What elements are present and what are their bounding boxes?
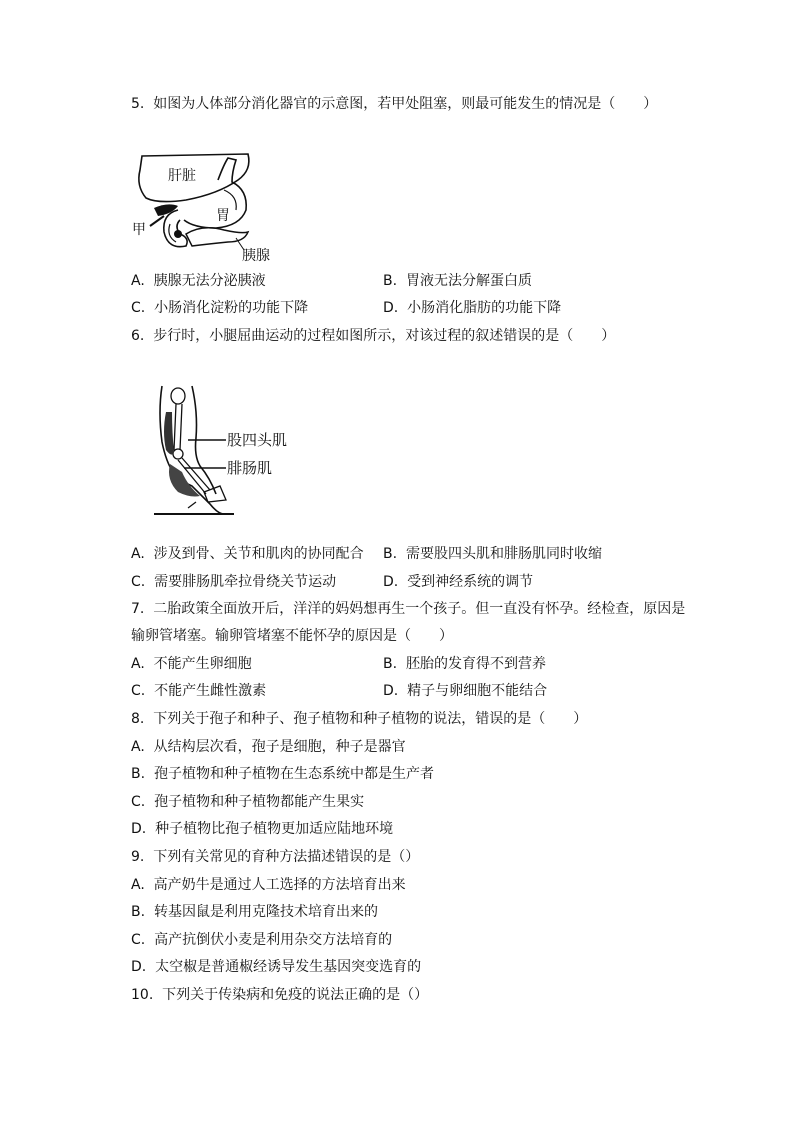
q8-option-b: B. 孢子植物和种子植物在生态系统中都是生产者: [131, 766, 434, 782]
q9-option-c: C. 高产抗倒伏小麦是利用杂交方法培育的: [131, 932, 393, 948]
q8-option-c: C. 孢子植物和种子植物都能产生果实: [131, 794, 365, 810]
digestive-organs-figure: [128, 150, 288, 266]
liver-label: 肝脏: [168, 168, 196, 184]
q8-option-d: D. 种子植物比孢子植物更加适应陆地环境: [131, 821, 394, 837]
q5-option-d: D. 小肠消化脂肪的功能下降: [383, 300, 562, 316]
q7-option-d: D. 精子与卵细胞不能结合: [383, 683, 548, 699]
gastrocnemius-label: 腓肠肌: [227, 459, 273, 477]
q7-stem-line2: 输卵管堵塞。输卵管堵塞不能怀孕的原因是（ ）: [131, 628, 453, 644]
q9-stem: 9. 下列有关常见的育种方法描述错误的是（）: [131, 849, 420, 865]
pancreas-label: 胰腺: [242, 248, 270, 264]
q6-option-c: C. 需要腓肠肌牵拉骨绕关节运动: [131, 574, 337, 590]
q5-option-c: C. 小肠消化淀粉的功能下降: [131, 300, 309, 316]
q7-option-a: A. 不能产生卵细胞: [131, 656, 252, 672]
q10-stem: 10. 下列关于传染病和免疫的说法正确的是（）: [131, 987, 429, 1003]
stomach-label: 胃: [216, 208, 230, 224]
q7-stem-line1: 7. 二胎政策全面放开后，洋洋的妈妈想再生一个孩子。但一直没有怀孕。经检查，原因是: [131, 601, 686, 617]
q6-option-d: D. 受到神经系统的调节: [383, 574, 534, 590]
q7-option-b: B. 胚胎的发育得不到营养: [383, 656, 546, 672]
q5-option-b: B. 胃液无法分解蛋白质: [383, 273, 532, 289]
q9-option-b: B. 转基因鼠是利用克隆技术培育出来的: [131, 904, 378, 920]
q6-option-b: B. 需要股四头肌和腓肠肌同时收缩: [383, 546, 602, 562]
q8-stem: 8. 下列关于孢子和种子、孢子植物和种子植物的说法，错误的是（ ）: [131, 711, 588, 727]
q8-option-a: A. 从结构层次看，孢子是细胞，种子是器官: [131, 739, 406, 755]
q9-option-a: A. 高产奶牛是通过人工选择的方法培育出来: [131, 877, 406, 893]
q7-option-c: C. 不能产生雌性激素: [131, 683, 267, 699]
jia-label: 甲: [132, 222, 146, 238]
q9-option-d: D. 太空椒是普通椒经诱导发生基因突变选育的: [131, 959, 422, 975]
q6-option-a: A. 涉及到骨、关节和肌肉的协同配合: [131, 546, 364, 562]
quadriceps-label: 股四头肌: [227, 431, 288, 449]
leg-muscles-figure: [148, 382, 308, 522]
q5-stem: 5. 如图为人体部分消化器官的示意图，若甲处阻塞，则最可能发生的情况是（ ）: [131, 96, 658, 112]
q5-option-a: A. 胰腺无法分泌胰液: [131, 273, 266, 289]
q6-stem: 6. 步行时，小腿屈曲运动的过程如图所示，对该过程的叙述错误的是（ ）: [131, 328, 616, 344]
